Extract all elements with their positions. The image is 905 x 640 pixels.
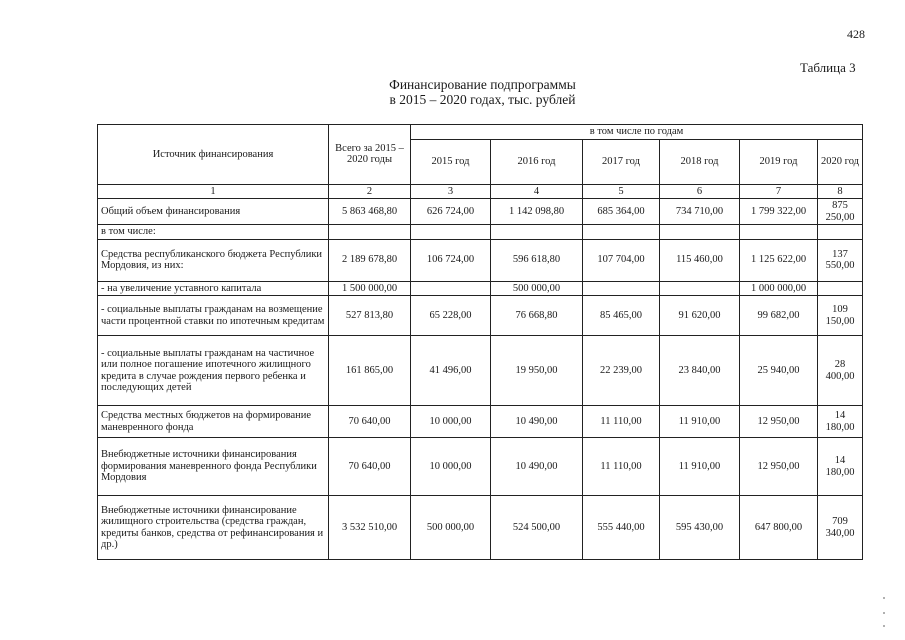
row-value — [583, 281, 660, 296]
scan-speck — [883, 597, 885, 599]
row-label: Средства местных бюджетов на формирование маневренного фонда — [98, 406, 329, 438]
table-row — [98, 296, 863, 336]
row-value: 1 142 098,80 — [491, 199, 583, 225]
table-row — [98, 281, 863, 296]
header-source: Источник финансирования — [98, 125, 329, 185]
row-value: 28 400,00 — [818, 336, 863, 406]
row-value: 99 682,00 — [740, 296, 818, 336]
row-value: 70 640,00 — [329, 406, 411, 438]
row-value: 11 910,00 — [660, 406, 740, 438]
row-value: 527 813,80 — [329, 296, 411, 336]
table-row — [98, 239, 863, 281]
row-value — [818, 281, 863, 296]
row-label: - социальные выплаты гражданам на частичное или полное погашение ипотечного жилищного кредита в случае рождения первого ребенка и последующих детей — [98, 336, 329, 406]
row-value — [583, 225, 660, 240]
row-label: Внебюджетные источники финансирование жилищного строительства (средства граждан, кредиты банков, средства от рефинансирования и др.) — [98, 496, 329, 560]
table-title — [0, 77, 905, 107]
row-label: Средства республиканского бюджета Республики Мордовия, из них: — [98, 239, 329, 281]
table-row — [98, 336, 863, 406]
column-number: 5 — [583, 184, 660, 199]
row-value: 107 704,00 — [583, 239, 660, 281]
table-row — [98, 438, 863, 496]
row-value: 596 618,80 — [491, 239, 583, 281]
column-number: 6 — [660, 184, 740, 199]
row-label: Общий объем финансирования — [98, 199, 329, 225]
row-value — [740, 225, 818, 240]
row-value: 5 863 468,80 — [329, 199, 411, 225]
row-value: 524 500,00 — [491, 496, 583, 560]
column-number: 1 — [98, 184, 329, 199]
row-value: 109 150,00 — [818, 296, 863, 336]
row-value: 22 239,00 — [583, 336, 660, 406]
column-number: 3 — [411, 184, 491, 199]
row-label: Внебюджетные источники финансирования формирования маневренного фонда Республики Мордовия — [98, 438, 329, 496]
scan-speck — [883, 612, 885, 614]
financing-table — [97, 124, 863, 560]
row-value — [660, 225, 740, 240]
row-value: 595 430,00 — [660, 496, 740, 560]
row-value: 734 710,00 — [660, 199, 740, 225]
row-label: в том числе: — [98, 225, 329, 240]
row-value: 1 799 322,00 — [740, 199, 818, 225]
column-number-row — [98, 184, 863, 199]
row-value — [491, 225, 583, 240]
table-body — [98, 199, 863, 560]
column-number: 2 — [329, 184, 411, 199]
row-value: 85 465,00 — [583, 296, 660, 336]
header-year: 2016 год — [491, 139, 583, 184]
row-value — [818, 225, 863, 240]
row-value: 65 228,00 — [411, 296, 491, 336]
table-row — [98, 496, 863, 560]
row-value: 115 460,00 — [660, 239, 740, 281]
row-label: - на увеличение уставного капитала — [98, 281, 329, 296]
row-value: 10 490,00 — [491, 438, 583, 496]
header-year: 2015 год — [411, 139, 491, 184]
row-value: 14 180,00 — [818, 406, 863, 438]
row-value: 11 110,00 — [583, 438, 660, 496]
row-value: 10 000,00 — [411, 438, 491, 496]
column-number: 4 — [491, 184, 583, 199]
row-value: 1 500 000,00 — [329, 281, 411, 296]
row-value: 709 340,00 — [818, 496, 863, 560]
scan-speck — [883, 625, 885, 627]
row-value: 19 950,00 — [491, 336, 583, 406]
table-row — [98, 406, 863, 438]
header-year: 2018 год — [660, 139, 740, 184]
row-value: 10 490,00 — [491, 406, 583, 438]
row-value: 41 496,00 — [411, 336, 491, 406]
row-value: 12 950,00 — [740, 406, 818, 438]
header-year: 2019 год — [740, 139, 818, 184]
column-number: 8 — [818, 184, 863, 199]
row-value: 10 000,00 — [411, 406, 491, 438]
table-row — [98, 225, 863, 240]
row-value — [329, 225, 411, 240]
row-value: 106 724,00 — [411, 239, 491, 281]
row-value: 875 250,00 — [818, 199, 863, 225]
row-value: 70 640,00 — [329, 438, 411, 496]
row-value: 76 668,80 — [491, 296, 583, 336]
row-value: 25 940,00 — [740, 336, 818, 406]
row-value: 2 189 678,80 — [329, 239, 411, 281]
row-value: 1 125 622,00 — [740, 239, 818, 281]
row-value: 626 724,00 — [411, 199, 491, 225]
row-value: 3 532 510,00 — [329, 496, 411, 560]
table-label: Таблица 3 — [800, 60, 856, 75]
row-value: 11 910,00 — [660, 438, 740, 496]
row-value: 137 550,00 — [818, 239, 863, 281]
row-value — [411, 281, 491, 296]
page-number: 428 — [847, 27, 865, 41]
header-total: Всего за 2015 – 2020 годы — [329, 125, 411, 185]
row-value: 647 800,00 — [740, 496, 818, 560]
row-value — [660, 281, 740, 296]
header-by-years: в том числе по годам — [411, 125, 863, 140]
row-value: 500 000,00 — [411, 496, 491, 560]
row-value — [411, 225, 491, 240]
header-year: 2020 год — [818, 139, 863, 184]
row-value: 1 000 000,00 — [740, 281, 818, 296]
header-year: 2017 год — [583, 139, 660, 184]
row-value: 14 180,00 — [818, 438, 863, 496]
row-value: 555 440,00 — [583, 496, 660, 560]
row-value: 12 950,00 — [740, 438, 818, 496]
row-value: 161 865,00 — [329, 336, 411, 406]
row-value: 685 364,00 — [583, 199, 660, 225]
row-value: 11 110,00 — [583, 406, 660, 438]
row-value: 91 620,00 — [660, 296, 740, 336]
row-value: 23 840,00 — [660, 336, 740, 406]
row-value: 500 000,00 — [491, 281, 583, 296]
title-line-2: в 2015 – 2020 годах, тыс. рублей — [389, 92, 576, 107]
table-row — [98, 199, 863, 225]
column-number: 7 — [740, 184, 818, 199]
row-label: - социальные выплаты гражданам на возмещение части процентной ставки по ипотечным кредитам — [98, 296, 329, 336]
title-line-1: Финансирование подпрограммы — [389, 77, 576, 92]
